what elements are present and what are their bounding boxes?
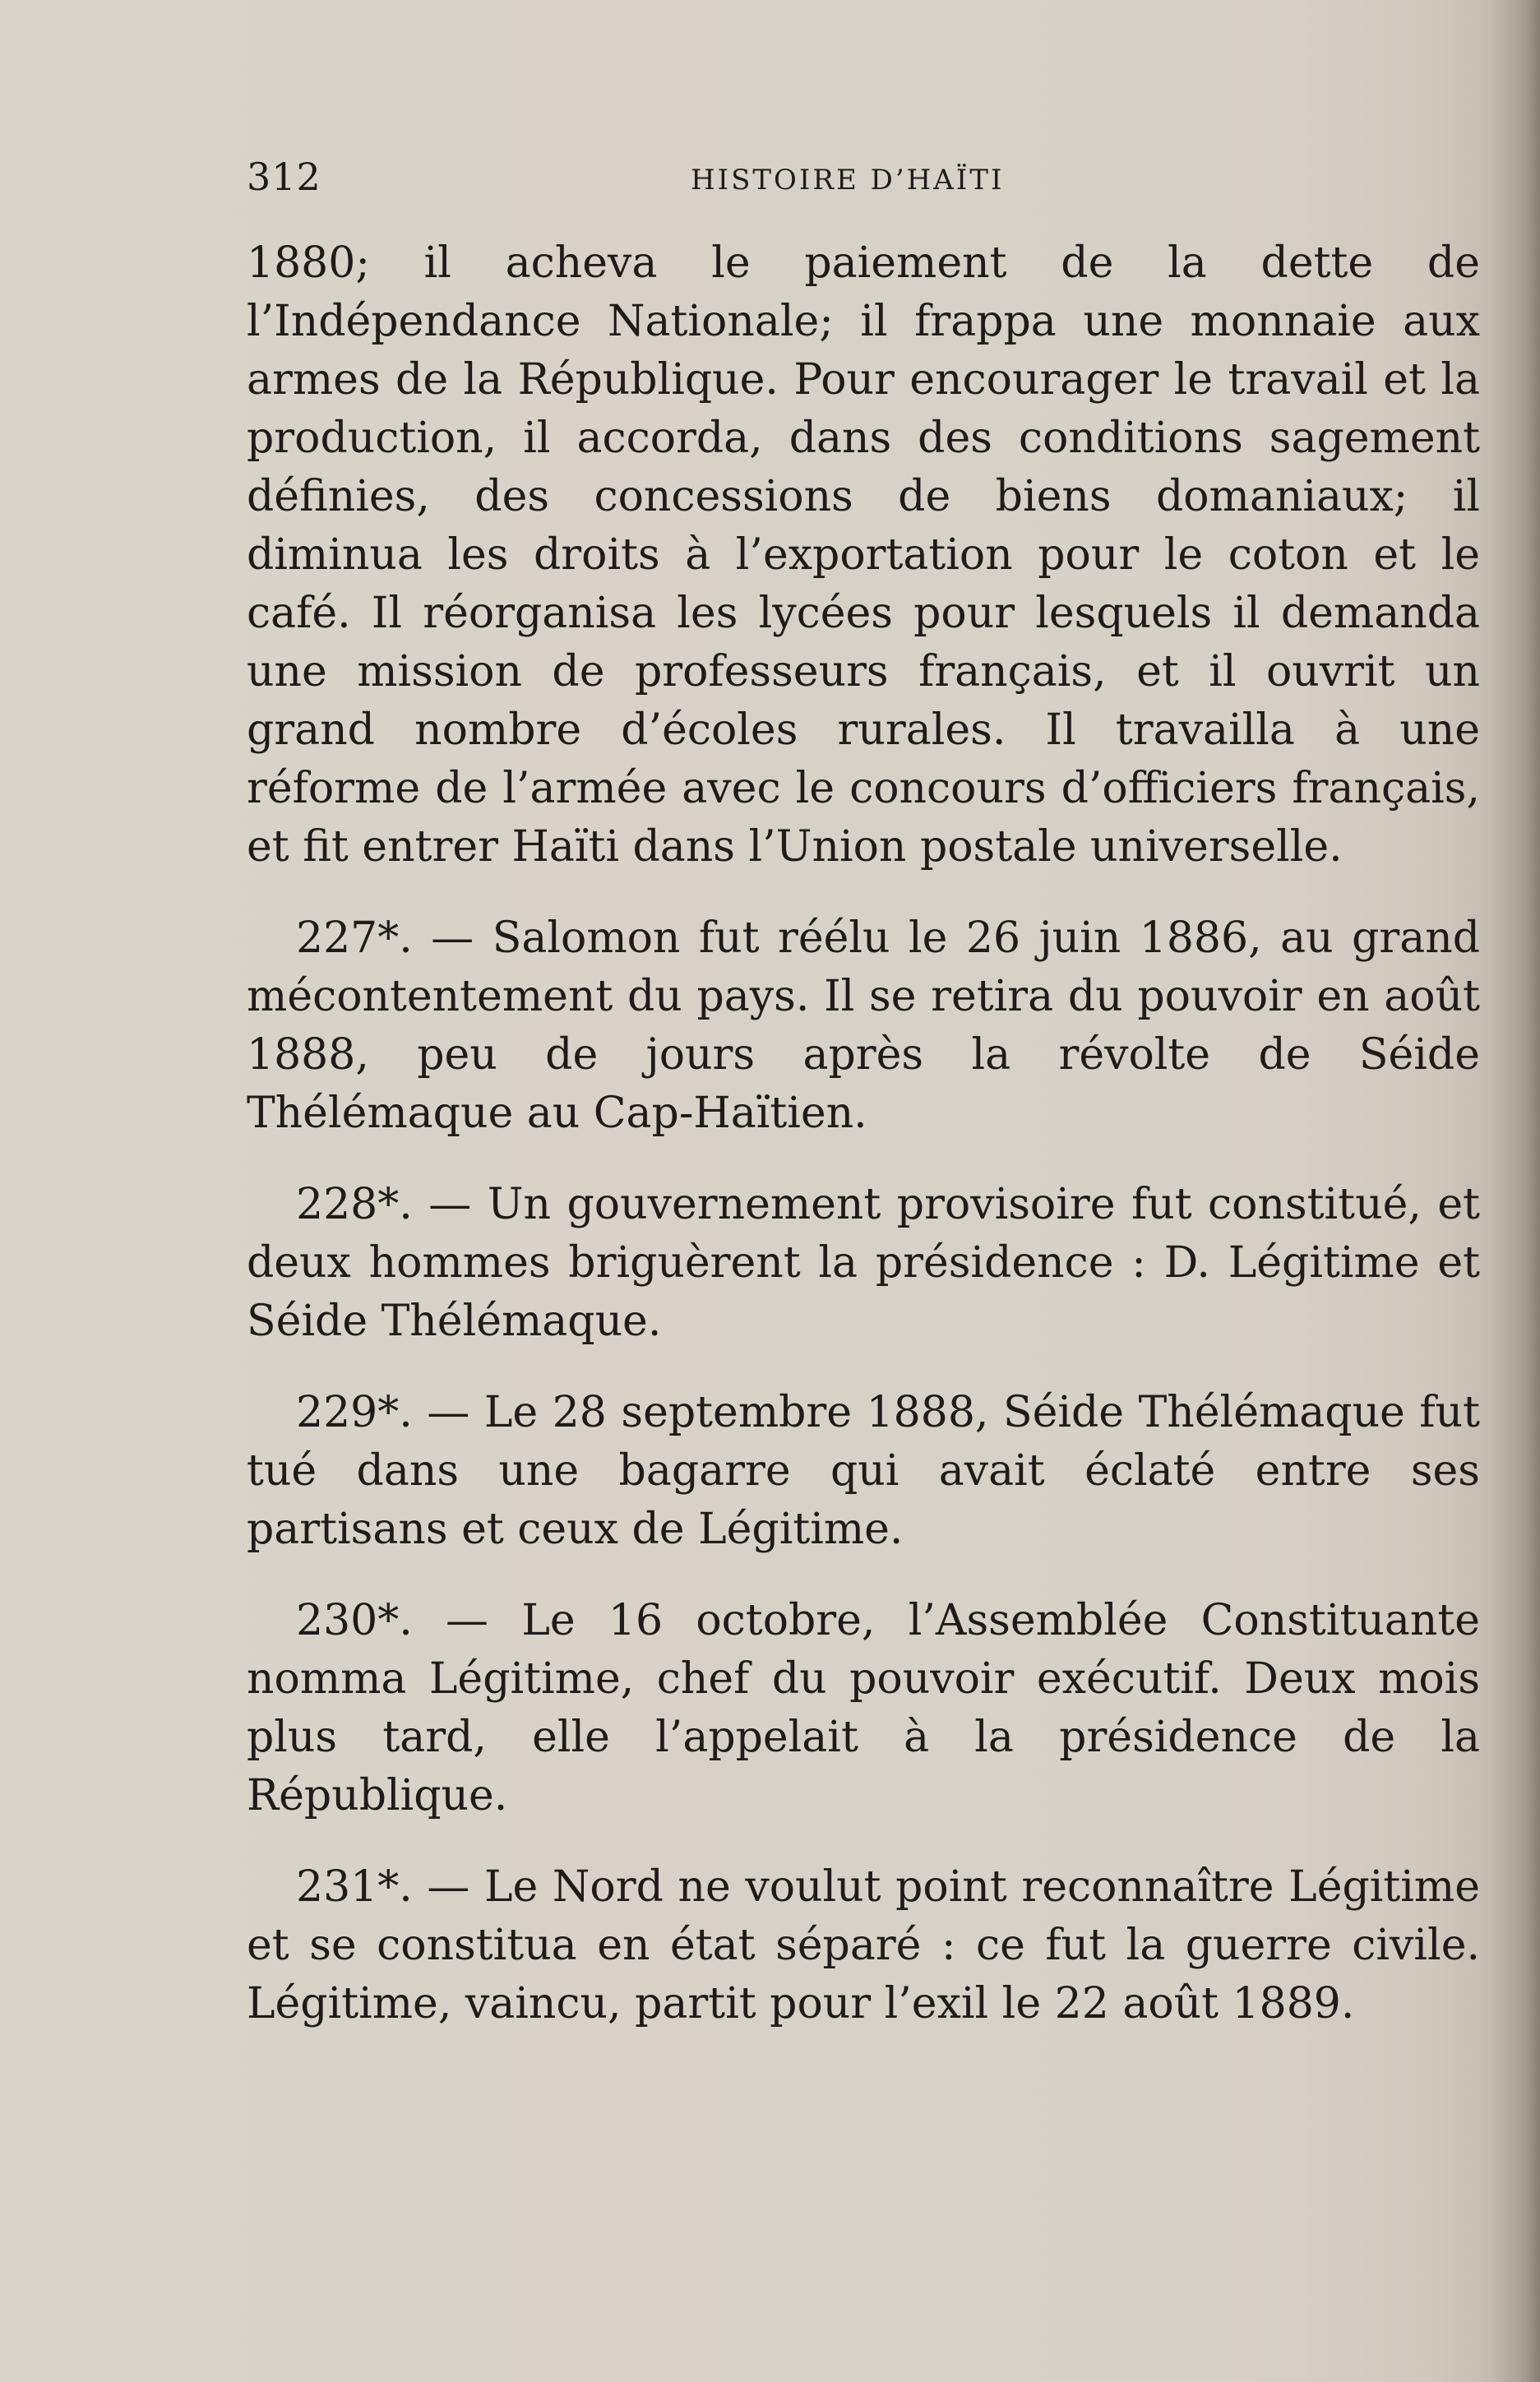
paragraph-230 bbox=[247, 1592, 1480, 1825]
paragraph-231 bbox=[247, 1858, 1480, 2033]
paragraph-number: 231*. — bbox=[296, 1862, 484, 1912]
paragraph-number: 228*. — bbox=[296, 1180, 488, 1229]
paragraph-number: 229*. — bbox=[296, 1388, 484, 1437]
paragraph-text: Salomon fut réélu le 26 juin 1886, au grand mécontentement du pays. Il se retira du pouvoir en août 1888, peu de jours après la révolte de Séide Thélémaque au Cap-Haïtien. bbox=[247, 913, 1480, 1138]
spine-shadow bbox=[1491, 0, 1540, 2382]
page-number: 312 bbox=[247, 155, 321, 199]
page-body bbox=[247, 234, 1480, 2033]
paragraph-227 bbox=[247, 909, 1480, 1143]
paragraph-text: Le 16 octobre, l’Assemblée Constituante nomma Légitime, chef du pouvoir exécutif. Deux mois plus tard, elle l’appelait à la présidence de la République. bbox=[247, 1596, 1480, 1820]
paragraph-text: 1880; il acheva le paiement de la dette de l’Indépendance Nationale; il frappa une monnaie aux armes de la République. Pour encourager le travail et la production, il accorda, dans des conditions sagement définies, des concessions de biens domaniaux; il diminua les droits à l’exportation pour le coton et le café. Il réorganisa les lycées pour lesquels il demanda une mission de professeurs français, et il ouvrit un grand nombre d’écoles rurales. Il travailla à une réforme de l’armée avec le concours d’officiers français, et fit entrer Haïti dans l’Union postale universelle. bbox=[247, 238, 1480, 872]
page-header bbox=[247, 148, 1480, 206]
paragraph-229 bbox=[247, 1384, 1480, 1559]
running-title: HISTOIRE D’HAÏTI bbox=[691, 164, 1005, 197]
paragraph-text: Un gouvernement provisoire fut constitué, et deux hommes briguèrent la présidence : D. Légitime et Séide Thélémaque. bbox=[247, 1180, 1481, 1346]
paragraph-text: Le Nord ne voulut point reconnaître Légitime et se constitua en état séparé : ce fut la guerre civile. Légitime, vaincu, partit pour l’exil le 22 août 1889. bbox=[247, 1862, 1480, 2028]
paragraph-number: 227*. — bbox=[296, 913, 493, 963]
paragraph-228 bbox=[247, 1176, 1480, 1351]
paragraph-continuation bbox=[247, 234, 1480, 876]
paragraph-number: 230*. — bbox=[296, 1596, 522, 1645]
paragraph-text: Le 28 septembre 1888, Séide Thélémaque fut tué dans une bagarre qui avait éclaté entre ses partisans et ceux de Légitime. bbox=[247, 1388, 1480, 1554]
